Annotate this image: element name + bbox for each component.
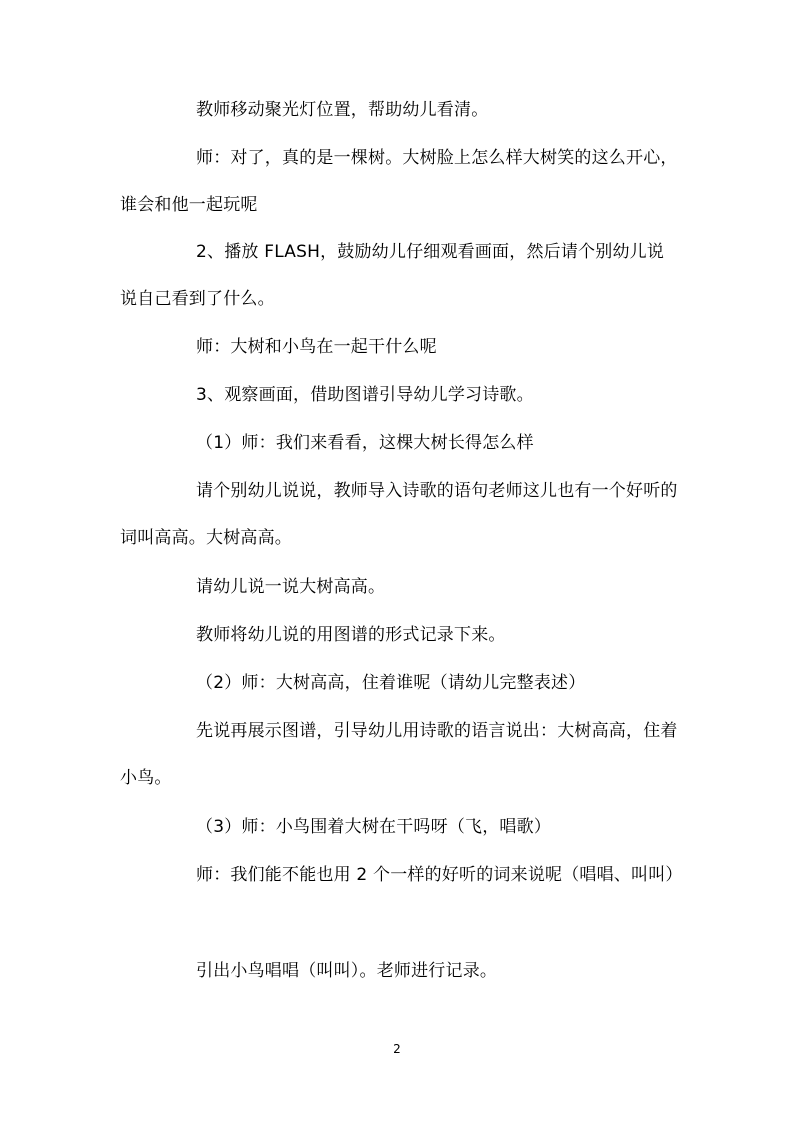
paragraph-bird-sings: 引出小鸟唱唱（叫叫）。老师进行记录。 (196, 961, 498, 981)
paragraph-children-say: 请幼儿说一说大树高高。 (196, 577, 386, 597)
paragraph-record-chart: 教师将幼儿说的用图谱的形式记录下来。 (196, 625, 506, 645)
paragraph-step-1: （1）师：我们来看看，这棵大树长得怎么样 (196, 433, 534, 453)
page-number: 2 (393, 1042, 401, 1056)
paragraph-spotlight: 教师移动聚光灯位置，帮助幼儿看清。 (196, 100, 489, 120)
paragraph-show-chart: 先说再展示图谱，引导幼儿用诗歌的语言说出：大树高高，住着小鸟。 (120, 721, 678, 788)
paragraph-step-3: （3）师：小鸟围着大树在干吗呀（飞，唱歌） (196, 817, 552, 837)
paragraph-step-2: （2）师：大树高高，住着谁呢（请幼儿完整表述） (196, 673, 586, 693)
paragraph-teacher-tree: 师：对了，真的是一棵树。大树脸上怎么样大树笑的这么开心，谁会和他一起玩呢 (120, 148, 678, 215)
paragraph-two-words: 师：我们能不能也用 2 个一样的好听的词来说呢（唱唱、叫叫） (196, 865, 683, 885)
paragraph-observe-picture: 3、观察画面，借助图谱引导幼儿学习诗歌。 (196, 385, 534, 405)
paragraph-import-poem: 请个别幼儿说说，教师导入诗歌的语句老师这儿也有一个好听的词叫高高。大树高高。 (120, 481, 678, 548)
paragraph-tree-bird-question: 师：大树和小鸟在一起干什么呢 (196, 337, 437, 357)
paragraph-play-flash: 2、播放 FLASH，鼓励幼儿仔细观看画面，然后请个别幼儿说说自己看到了什么。 (120, 242, 665, 309)
